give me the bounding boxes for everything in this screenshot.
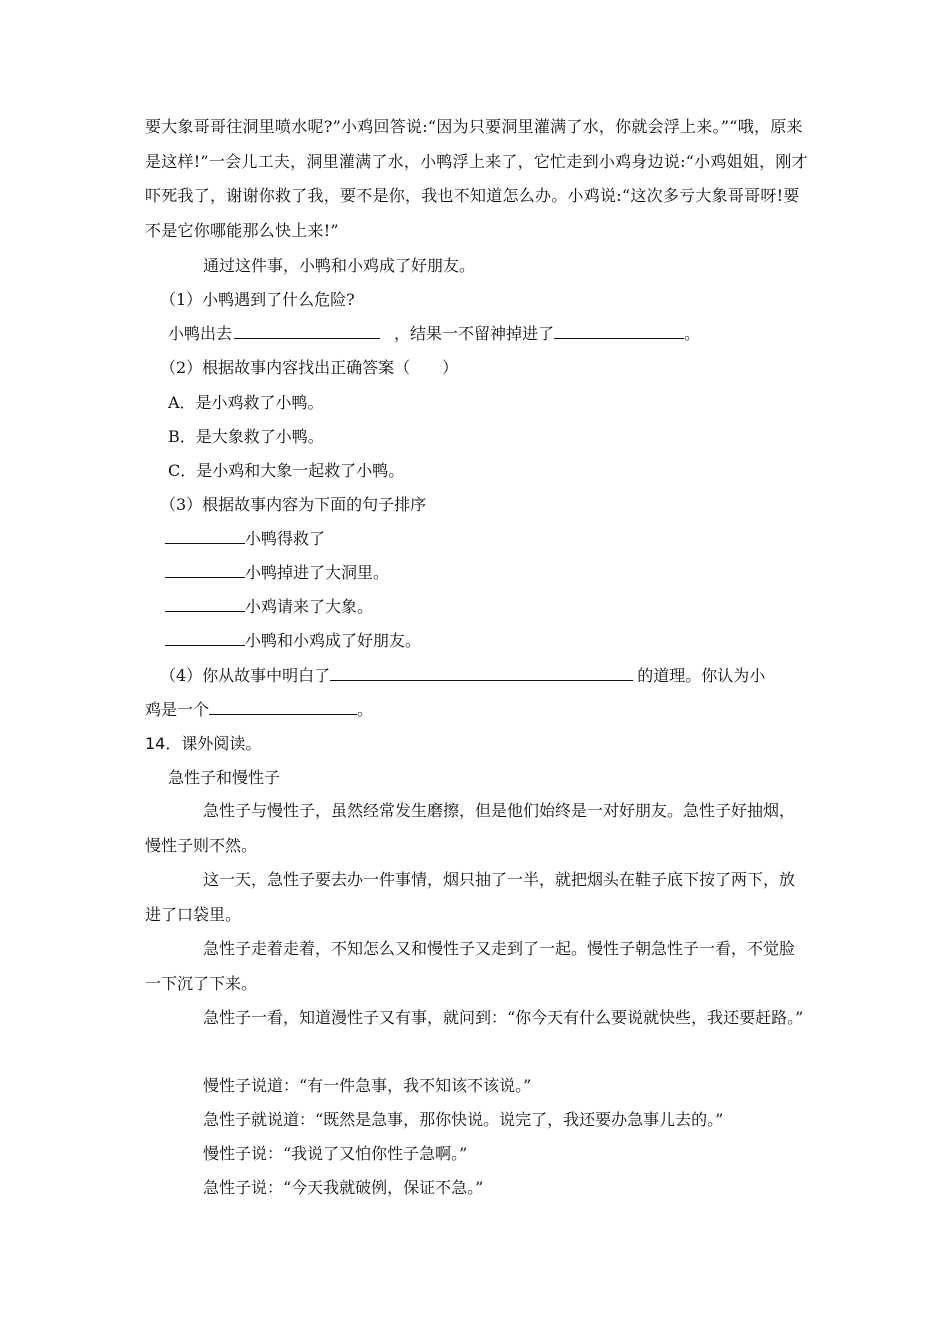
story-paragraph: 要大象哥哥往洞里喷水呢?”小鸡回答说:“因为只要洞里灌满了水，你就会浮上来。”“哦，原来是这样!”一会儿工夫，洞里灌满了水，小鸭浮上来了，它忙走到小鸡身边说:“小鸡姐姐，刚才吓死我了，谢谢你救了我，要不是你，我也不知道怎么办。小鸡说:“这次多亏大象哥哥呀!要不是它你哪能那么快上来!” — [145, 117, 808, 240]
article-title: 急性子和慢性子 — [168, 768, 281, 787]
question-1-title: （1）小鸭遇到了什么危险? — [160, 290, 355, 309]
sort-item: 小鸭得救了 — [165, 527, 325, 551]
order-blank[interactable] — [165, 595, 245, 612]
article-paragraph: 急性子与慢性子，虽然经常发生磨擦，但是他们始终是一对好朋友。急性子好抽烟，慢性子则不然。 — [145, 801, 796, 855]
order-blank[interactable] — [165, 561, 245, 578]
option-b[interactable]: B．是大象救了小鸭。 — [168, 427, 324, 446]
sort-item: 小鸭掉进了大洞里。 — [165, 561, 389, 585]
sort-item: 小鸡请来了大象。 — [165, 595, 373, 619]
answer-blank[interactable] — [554, 322, 684, 339]
story-paragraph: 通过这件事，小鸭和小鸡成了好朋友。 — [203, 256, 476, 275]
sort-item: 小鸭和小鸡成了好朋友。 — [165, 629, 421, 653]
dialogue-line: 急性子就说道：“既然是急事，那你快说。说完了，我还要办急事儿去的。” — [203, 1110, 724, 1129]
dialogue-line: 急性子说：“今天我就破例，保证不急。” — [203, 1178, 484, 1197]
section-14-heading: 14．课外阅读。 — [145, 734, 262, 753]
article-paragraph: 急性子走着走着，不知怎么又和慢性子又走到了一起。慢性子朝急性子一看，不觉脸一下沉了下来。 — [145, 939, 796, 993]
option-a[interactable]: A．是小鸡救了小鸭。 — [168, 393, 324, 412]
order-blank[interactable] — [165, 527, 245, 544]
article-paragraph: 急性子一看，知道漫性子又有事，就问到：“你今天有什么要说就快些，我还要赶路。” — [203, 1008, 804, 1027]
order-blank[interactable] — [165, 629, 245, 646]
dialogue-line: 慢性子说：“我说了又怕你性子急啊。” — [203, 1144, 468, 1163]
question-3-title: （3）根据故事内容为下面的句子排序 — [160, 495, 427, 514]
answer-blank[interactable] — [209, 698, 357, 715]
answer-blank[interactable] — [330, 664, 633, 681]
article-paragraph: 这一天，急性子要去办一件事情，烟只抽了一半，就把烟头在鞋子底下按了两下，放进了口袋里。 — [145, 870, 796, 924]
question-2-title: （2）根据故事内容找出正确答案（ ） — [160, 358, 459, 377]
option-c[interactable]: C．是小鸡和大象一起救了小鸭。 — [168, 461, 405, 480]
dialogue-line: 慢性子说道：“有一件急事，我不知该不该说。” — [203, 1076, 532, 1095]
question-4-line1: （4）你从故事中明白了 的道理。你认为小 — [160, 666, 766, 685]
question-4-line2: 鸡是一个 。 — [145, 700, 374, 719]
question-1-fill: 小鸭出去 ，结果一不留神掉进了 。 — [168, 324, 701, 343]
answer-blank[interactable] — [234, 322, 380, 339]
